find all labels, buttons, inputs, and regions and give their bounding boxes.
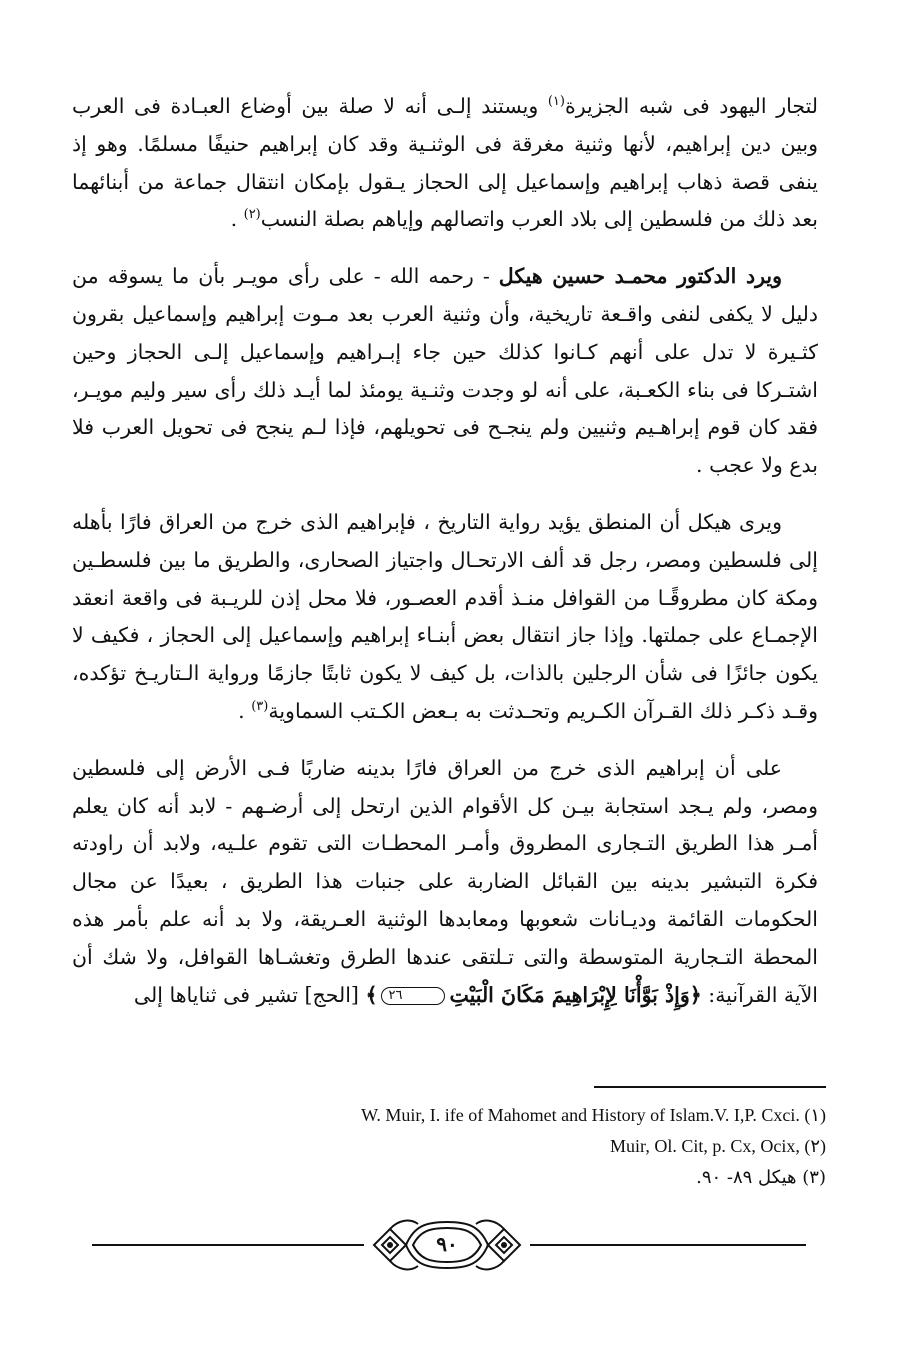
footnote-ref-3: (٣) xyxy=(251,699,269,715)
quran-verse: ﴿وَإِذْ بَوَّأْنَا لِإِبْرَاهِيمَ مَكَانَ الْبَيْتِ xyxy=(449,982,702,1007)
footnote-ref-1: (١) xyxy=(547,94,565,110)
paragraph-1: لتجار اليهود فى شبه الجزيرة$^{(١)}$ ويستند إلـى أنه لا صلة بين أوضاع العبـادة فى العرب وبين دين إبراهيم، لأنها وثنية مغرقة فى الوثنـية وقد كان إبراهيم حنيفًا مسلمًا. وهو إذ ينفى قصة ذهاب إبراهيم وإسماعيل إلى الحجاز يـقول بإمكان انتقال جماعة من أبنائهما بعد ذلك من فلسطين إلى بلاد العرب واتصالهم وإياهم بصلة النسب$^{(٢)}$ . xyxy=(72,94,819,232)
page-number: ٩٠ xyxy=(436,1232,458,1256)
paragraph-3: ويرى هيكل أن المنطق يؤيد رواية التاريخ ، فإبراهيم الذى خرج من العراق فارًا بأهله إلى فلسطين ومصر، رجل قد ألف الارتحـال واجتياز الصحارى، والطريق ما بين فلسطـين ومكة كان مطروقًـا من القوافل منـذ أقدم العصـور، فلا محل إذن للريـبة فى واقعة انعقد الإجمـاع على جملتها. وإذا جاز انتقال بعض أبنـاء إبراهيم وإسماعيل إلى الحجاز ، فكيف لا يكون جائزًا فى شأن الرجلين بالذات، بل كيف لا يكون ثابتًا جازمًا ورواية الـتاريـخ تؤكده، وقـد ذكـر ذلك القـرآن الكـريم وتحـدثت به بـعض الكـتب السماوية$^{(٣)}$ . xyxy=(72,509,818,723)
footnote-2: Muir, Ol. Cit, p. Cx, Ocix, (٢) xyxy=(610,1136,826,1156)
footnote-separator xyxy=(594,1086,826,1088)
footnote-1: W. Muir, I. ife of Mahomet and History of Islam.V. I,P. Cxci. (١) xyxy=(361,1105,826,1125)
footnote-ref-2: (٢) xyxy=(243,207,261,223)
paragraph-4: على أن إبراهيم الذى خرج من العراق فارًا بدينه ضاربًا فـى الأرض إلى فلسطين ومصر، ولم يـجد استجابة بيـن كل الأقوام الذين ارتحل إلى أرضـهم - لابد أنه كان يعلم أمـر هذا الطريق التـجارى المطروق وأمـر المحطـات التى تقوم علـيه، ولابد أن راودته فكرة التبشير بدينه بين القبائل الضاربة على جنبات هذا الطريق ، بعيدًا عن مجال الحكومات القائمة وديـانات شعوبها ومعابدها الوثنية العـريقة، ولا بد أنه علم بأمر هذه المحطة التـجارية المتوسطة والتى تـلتقى عندها الطرق وتغشـاها القوافل، ولا شك أن الآية القرآنية: ﴿وَإِذْ بَوَّأْنَا لِإِبْرَاهِيمَ مَكَانَ الْبَيْتِ٢٦﴾ [الحج] تشير فى ثناياها إلى xyxy=(72,755,818,1007)
quran-verse-close: ﴾ xyxy=(365,982,378,1007)
ayah-number: ٢٦ xyxy=(381,987,445,1005)
footer-rule-left xyxy=(92,1244,364,1246)
footnote-3: (٣) هيكل ٨٩- ٩٠. xyxy=(696,1167,826,1188)
author-name: ويرد الدكتور محمـد حسين هيكل xyxy=(498,264,782,289)
footnotes xyxy=(80,1100,826,1193)
paragraph-2: ويرد الدكتور محمـد حسين هيكل - رحمه الله - على رأى مويـر بأن ما يسوقه من دليل لا يكفى لنفى واقـعة تاريخية، وأن وثنية العرب بعد مـوت إبراهيم وإسماعيل بقرون كثـيرة لا تدل على أنهم كـانوا كذلك حين جاء إبـراهيم وإسماعيل إلـى الحجاز وحين اشتـركا فى بناء الكعـبة، على أنه لو وجدت وثنـية يومئذ لما أيـد ذلك رأى سير وليم مويـر، فقد كان قوم إبراهـيم وثنيين ولم ينجـح فى تحويلهم، فإذا لـم ينجح فى تحويل العرب فلا بدع ولا عجب . xyxy=(72,264,818,478)
footer-rule-right xyxy=(530,1244,806,1246)
page-body xyxy=(72,88,818,1033)
